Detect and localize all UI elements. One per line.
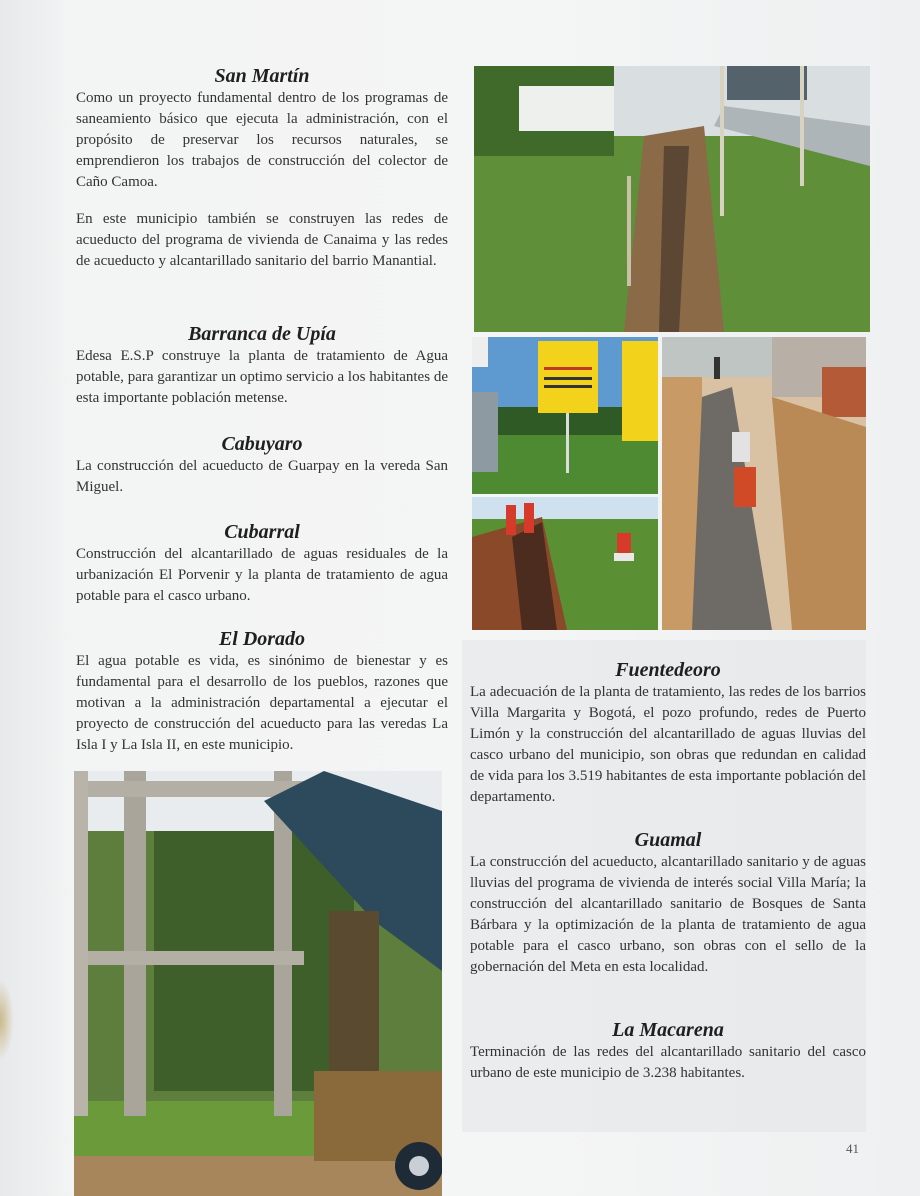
section-la-macarena <box>470 1018 866 1084</box>
section-title: Barranca de Upía <box>188 323 336 345</box>
section-san-martin <box>76 64 448 272</box>
section-title: Fuentedeoro <box>615 659 721 681</box>
binding-edge <box>0 980 14 1060</box>
section-paragraph: Construcción del alcantarillado de aguas residuales de la urbanización El Porvenir y la planta de tratamiento de agua potable para el casco urbano. <box>76 546 448 604</box>
section-title: San Martín <box>214 65 310 87</box>
section-guamal <box>470 828 866 978</box>
section-paragraph: El agua potable es vida, es sinónimo de bienestar y es fundamental para el desarrollo de los pueblos, razones que motivan a la administración departamental a ejecutar el proyecto de construcción del acueducto para las veredas La Isla I y La Isla II, en este municipio. <box>76 653 448 753</box>
section-el-dorado <box>76 627 448 756</box>
page-number: 41 <box>846 1141 859 1156</box>
section-title: Cabuyaro <box>221 433 303 455</box>
section-barranca-de-upia <box>76 322 448 409</box>
section-fuentedeoro <box>470 658 866 808</box>
section-paragraph: La construcción del acueducto, alcantarillado sanitario y de aguas lluvias del programa de vivienda de interés social Villa María; la construcción del alcantarillado sanitario de Bosques de Santa Bárbara y la optimización de la planta de tratamiento de agua potable para el casco urbano, son obras con el sello de la gobernación del Meta en esta localidad. <box>470 854 866 975</box>
section-title: El Dorado <box>218 628 306 650</box>
section-paragraph: La construcción del acueducto de Guarpay en la vereda San Miguel. <box>76 458 448 495</box>
section-paragraph: Edesa E.S.P construye la planta de tratamiento de Agua potable, para garantizar un optimo servicio a los habitantes de esta importante población metense. <box>76 348 448 406</box>
section-title: Cubarral <box>224 521 300 543</box>
section-title: La Macarena <box>612 1019 724 1041</box>
photo-street-trench <box>662 337 866 630</box>
photo-workers-trench <box>472 497 658 630</box>
section-cubarral <box>76 520 448 607</box>
section-paragraph: Terminación de las redes del alcantarillado sanitario del casco urbano de este municipio de 3.238 habitantes. <box>470 1044 866 1081</box>
section-paragraph: La adecuación de la planta de tratamiento, las redes de los barrios Villa Margarita y Bogotá, el pozo profundo, redes de Puerto Limón y la construcción del alcantarillado de aguas lluvias del casco urbano del municipio, son obras que redundan en calidad de vida para los 3.519 habitantes de esta importante población del departamento. <box>470 684 866 805</box>
photo-canal-excavation <box>474 66 870 332</box>
section-paragraph: En este municipio también se construyen las redes de acueducto del programa de vivienda de Canaima y las redes de acueducto y alcantarillado sanitario del barrio Manantial. <box>76 211 448 269</box>
section-title: Guamal <box>634 829 702 851</box>
photo-drilling-rig <box>74 771 442 1196</box>
photo-project-signs <box>472 337 658 494</box>
section-paragraph: Como un proyecto fundamental dentro de los programas de saneamiento básico que ejecuta la administración, con el propósito de preservar los recursos naturales, se emprendieron los trabajos de construcción del colector de Caño Camoa. <box>76 90 448 190</box>
section-cabuyaro <box>76 432 448 498</box>
